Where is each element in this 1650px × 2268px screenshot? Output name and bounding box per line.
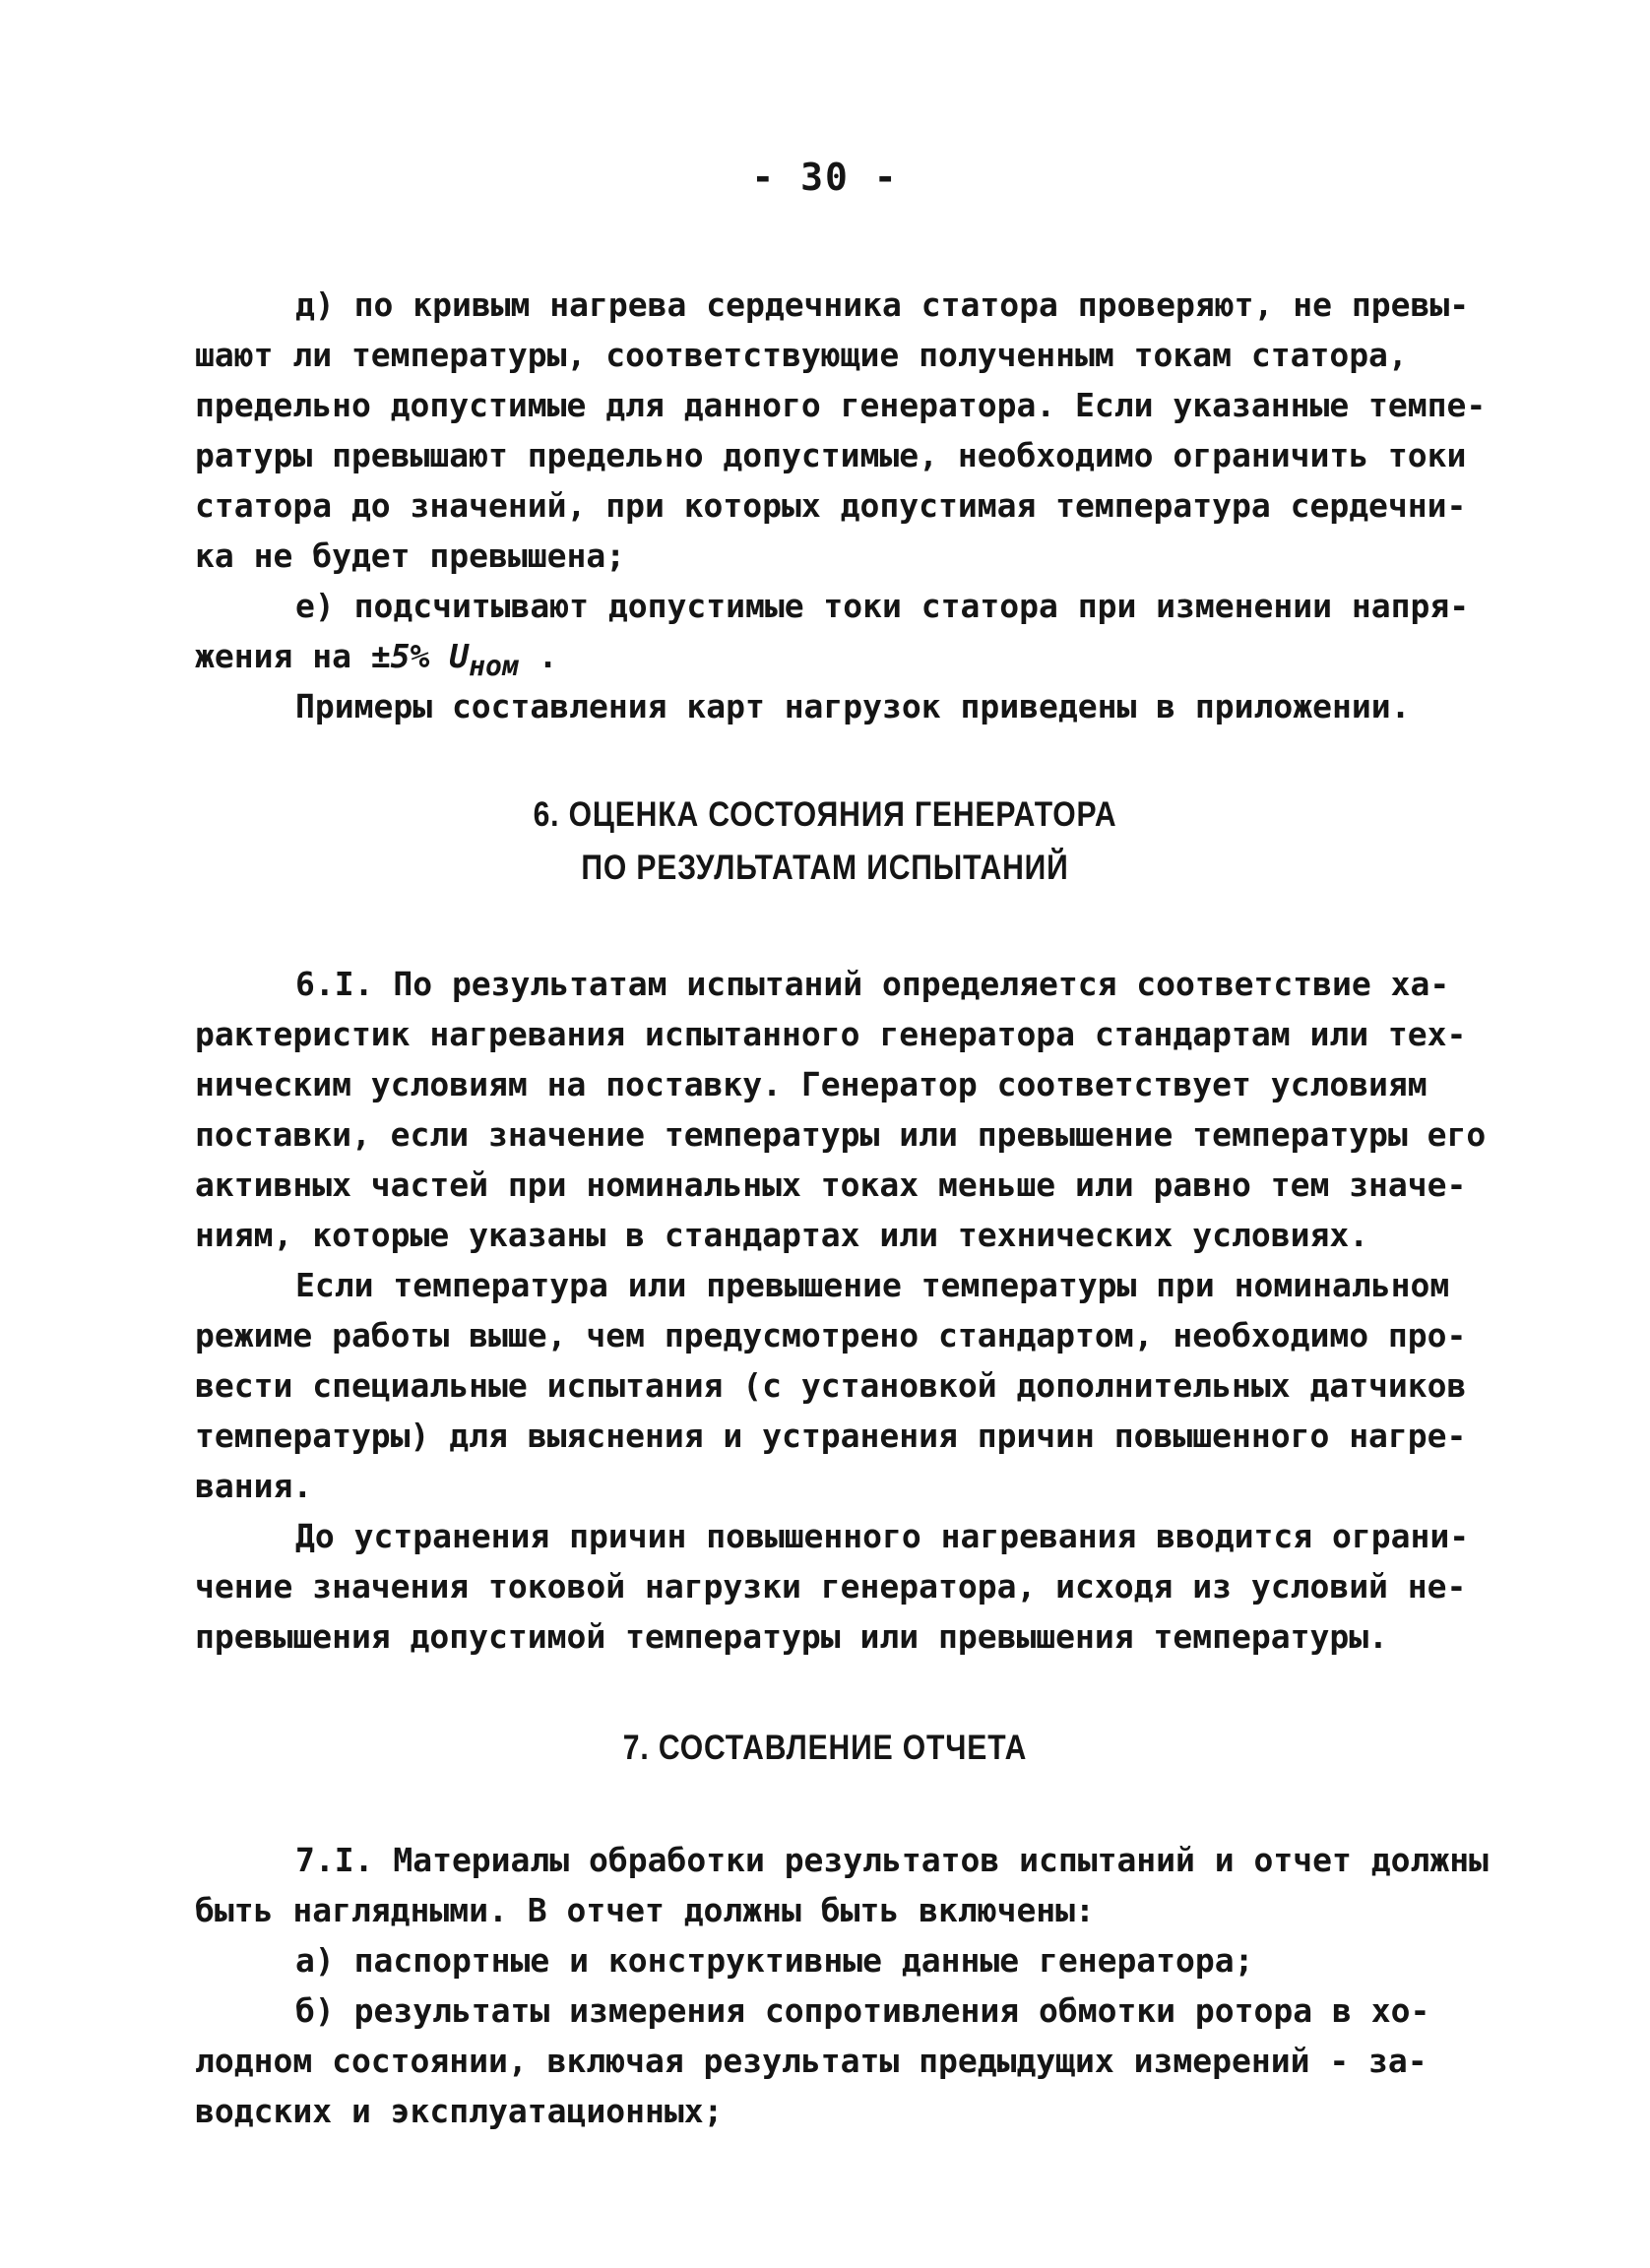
text-fragment: жения на [195, 637, 371, 675]
text-line: д) по кривым нагрева сердечника статора проверяют, не превы- [295, 285, 1470, 324]
text-line: ка не будет превышена; [195, 536, 626, 575]
section-heading: ПО РЕЗУЛЬТАТАМ ИСПЫТАНИЙ [581, 849, 1069, 887]
text-line: ническим условиям на поставку. Генератор соответствует условиям [195, 1065, 1428, 1103]
text-line: температуры) для выяснения и устранения причин повышенного нагре- [195, 1417, 1467, 1455]
text-line-formula [195, 633, 1534, 690]
section-heading: 7. СОСТАВЛЕНИЕ ОТЧЕТА [622, 1729, 1028, 1767]
text-line: Если температура или превышение температуры при номинальном [295, 1266, 1450, 1304]
formula-u: ±5% U [370, 637, 470, 675]
text-line: 7.I. Материалы обработки результатов испытаний и отчет должны [295, 1841, 1489, 1879]
text-line: активных частей при номинальных токах меньше или равно тем значе- [195, 1166, 1467, 1204]
text-line: поставки, если значение температуры или превышение температуры его [195, 1115, 1487, 1154]
text-line: превышения допустимой температуры или превышения температуры. [195, 1617, 1388, 1656]
text-line: режиме работы выше, чем предусмотрено стандартом, необходимо про- [195, 1316, 1467, 1354]
text-line: предельно допустимые для данного генератора. Если указанные темпе- [195, 386, 1487, 424]
text-line: вести специальные испытания (с установкой дополнительных датчиков [195, 1366, 1467, 1405]
text-line: лодном состоянии, включая результаты предыдущих измерений - за- [195, 2042, 1428, 2080]
text-line: быть наглядными. В отчет должны быть включены: [195, 1891, 1095, 1929]
text-line: б) результаты измерения сопротивления обмотки ротора в хо- [295, 1991, 1430, 2030]
text-line: статора до значений, при которых допустимая температура сердечни- [195, 486, 1467, 525]
text-line: рактеристик нагревания испытанного генератора стандартам или тех- [195, 1015, 1467, 1053]
text-line: ниям, которые указаны в стандартах или технических условиях. [195, 1216, 1369, 1254]
text-line: водских и эксплуатационных; [195, 2092, 724, 2130]
text-line: чение значения токовой нагрузки генератора, исходя из условий не- [195, 1567, 1467, 1606]
text-fragment: . [518, 637, 558, 675]
text-line: ратуры превышают предельно допустимые, необходимо ограничить токи [195, 436, 1467, 474]
text-line: До устранения причин повышенного нагревания вводится ограни- [295, 1517, 1470, 1555]
section-heading: 6. ОЦЕНКА СОСТОЯНИЯ ГЕНЕРАТОРА [533, 795, 1117, 834]
text-line: вания. [195, 1467, 313, 1505]
text-line: Примеры составления карт нагрузок приведены в приложении. [295, 687, 1411, 725]
text-line: е) подсчитывают допустимые токи статора при изменении напря- [295, 587, 1470, 625]
formula-subscript: ном [469, 650, 519, 682]
page-number: - 30 - [751, 156, 899, 199]
text-line: 6.I. По результатам испытаний определяется соответствие ха- [295, 965, 1450, 1003]
text-line: а) паспортные и конструктивные данные генератора; [295, 1941, 1254, 1980]
text-line: шают ли температуры, соответствующие полученным токам статора, [195, 336, 1408, 374]
